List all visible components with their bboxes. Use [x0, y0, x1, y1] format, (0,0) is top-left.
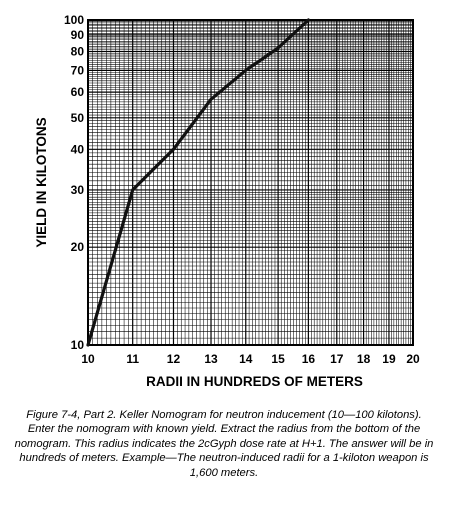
- y-tick-label: 40: [70, 142, 84, 157]
- y-tick-label: 50: [70, 110, 84, 125]
- x-tick-labels: [81, 352, 420, 366]
- x-tick-label: 15: [271, 352, 285, 366]
- y-tick-label: 10: [70, 338, 84, 352]
- x-tick-label: 19: [382, 352, 396, 366]
- x-tick-label: 16: [301, 352, 316, 366]
- x-tick-label: 14: [239, 352, 253, 366]
- y-tick-label: 80: [70, 44, 84, 59]
- x-tick-label: 17: [330, 352, 344, 366]
- x-axis-label: RADII IN HUNDREDS OF METERS: [146, 374, 363, 389]
- x-tick-label: 12: [166, 352, 181, 366]
- y-tick-label: 90: [70, 27, 84, 42]
- data-line: [88, 20, 308, 345]
- x-tick-label: 18: [356, 352, 371, 366]
- y-tick-label: 100: [63, 13, 84, 27]
- series-line: [88, 20, 308, 345]
- figure-caption: Figure 7-4, Part 2. Keller Nomogram for neutron inducement (10—100 kilotons). Enter the nomogram with known yield. Extract the radius from the bottom of the nomogram. This radius indicates the 2cGyph dose rate at H+1. The answer will be in hundreds of meters. Example—The neutron-induced radii for a 1-kiloton weapon is 1,600 meters.: [14, 409, 434, 479]
- y-tick-label: 70: [70, 63, 84, 78]
- y-tick-label: 30: [70, 182, 84, 197]
- y-axis-label: YIELD IN KILOTONS: [34, 117, 49, 248]
- x-tick-label: 13: [204, 352, 218, 366]
- y-tick-label: 20: [70, 240, 84, 255]
- x-tick-label: 10: [81, 352, 95, 366]
- x-tick-label: 11: [126, 352, 140, 366]
- x-tick-label: 20: [406, 352, 420, 366]
- y-tick-labels: [64, 13, 84, 352]
- y-tick-label: 60: [70, 85, 84, 100]
